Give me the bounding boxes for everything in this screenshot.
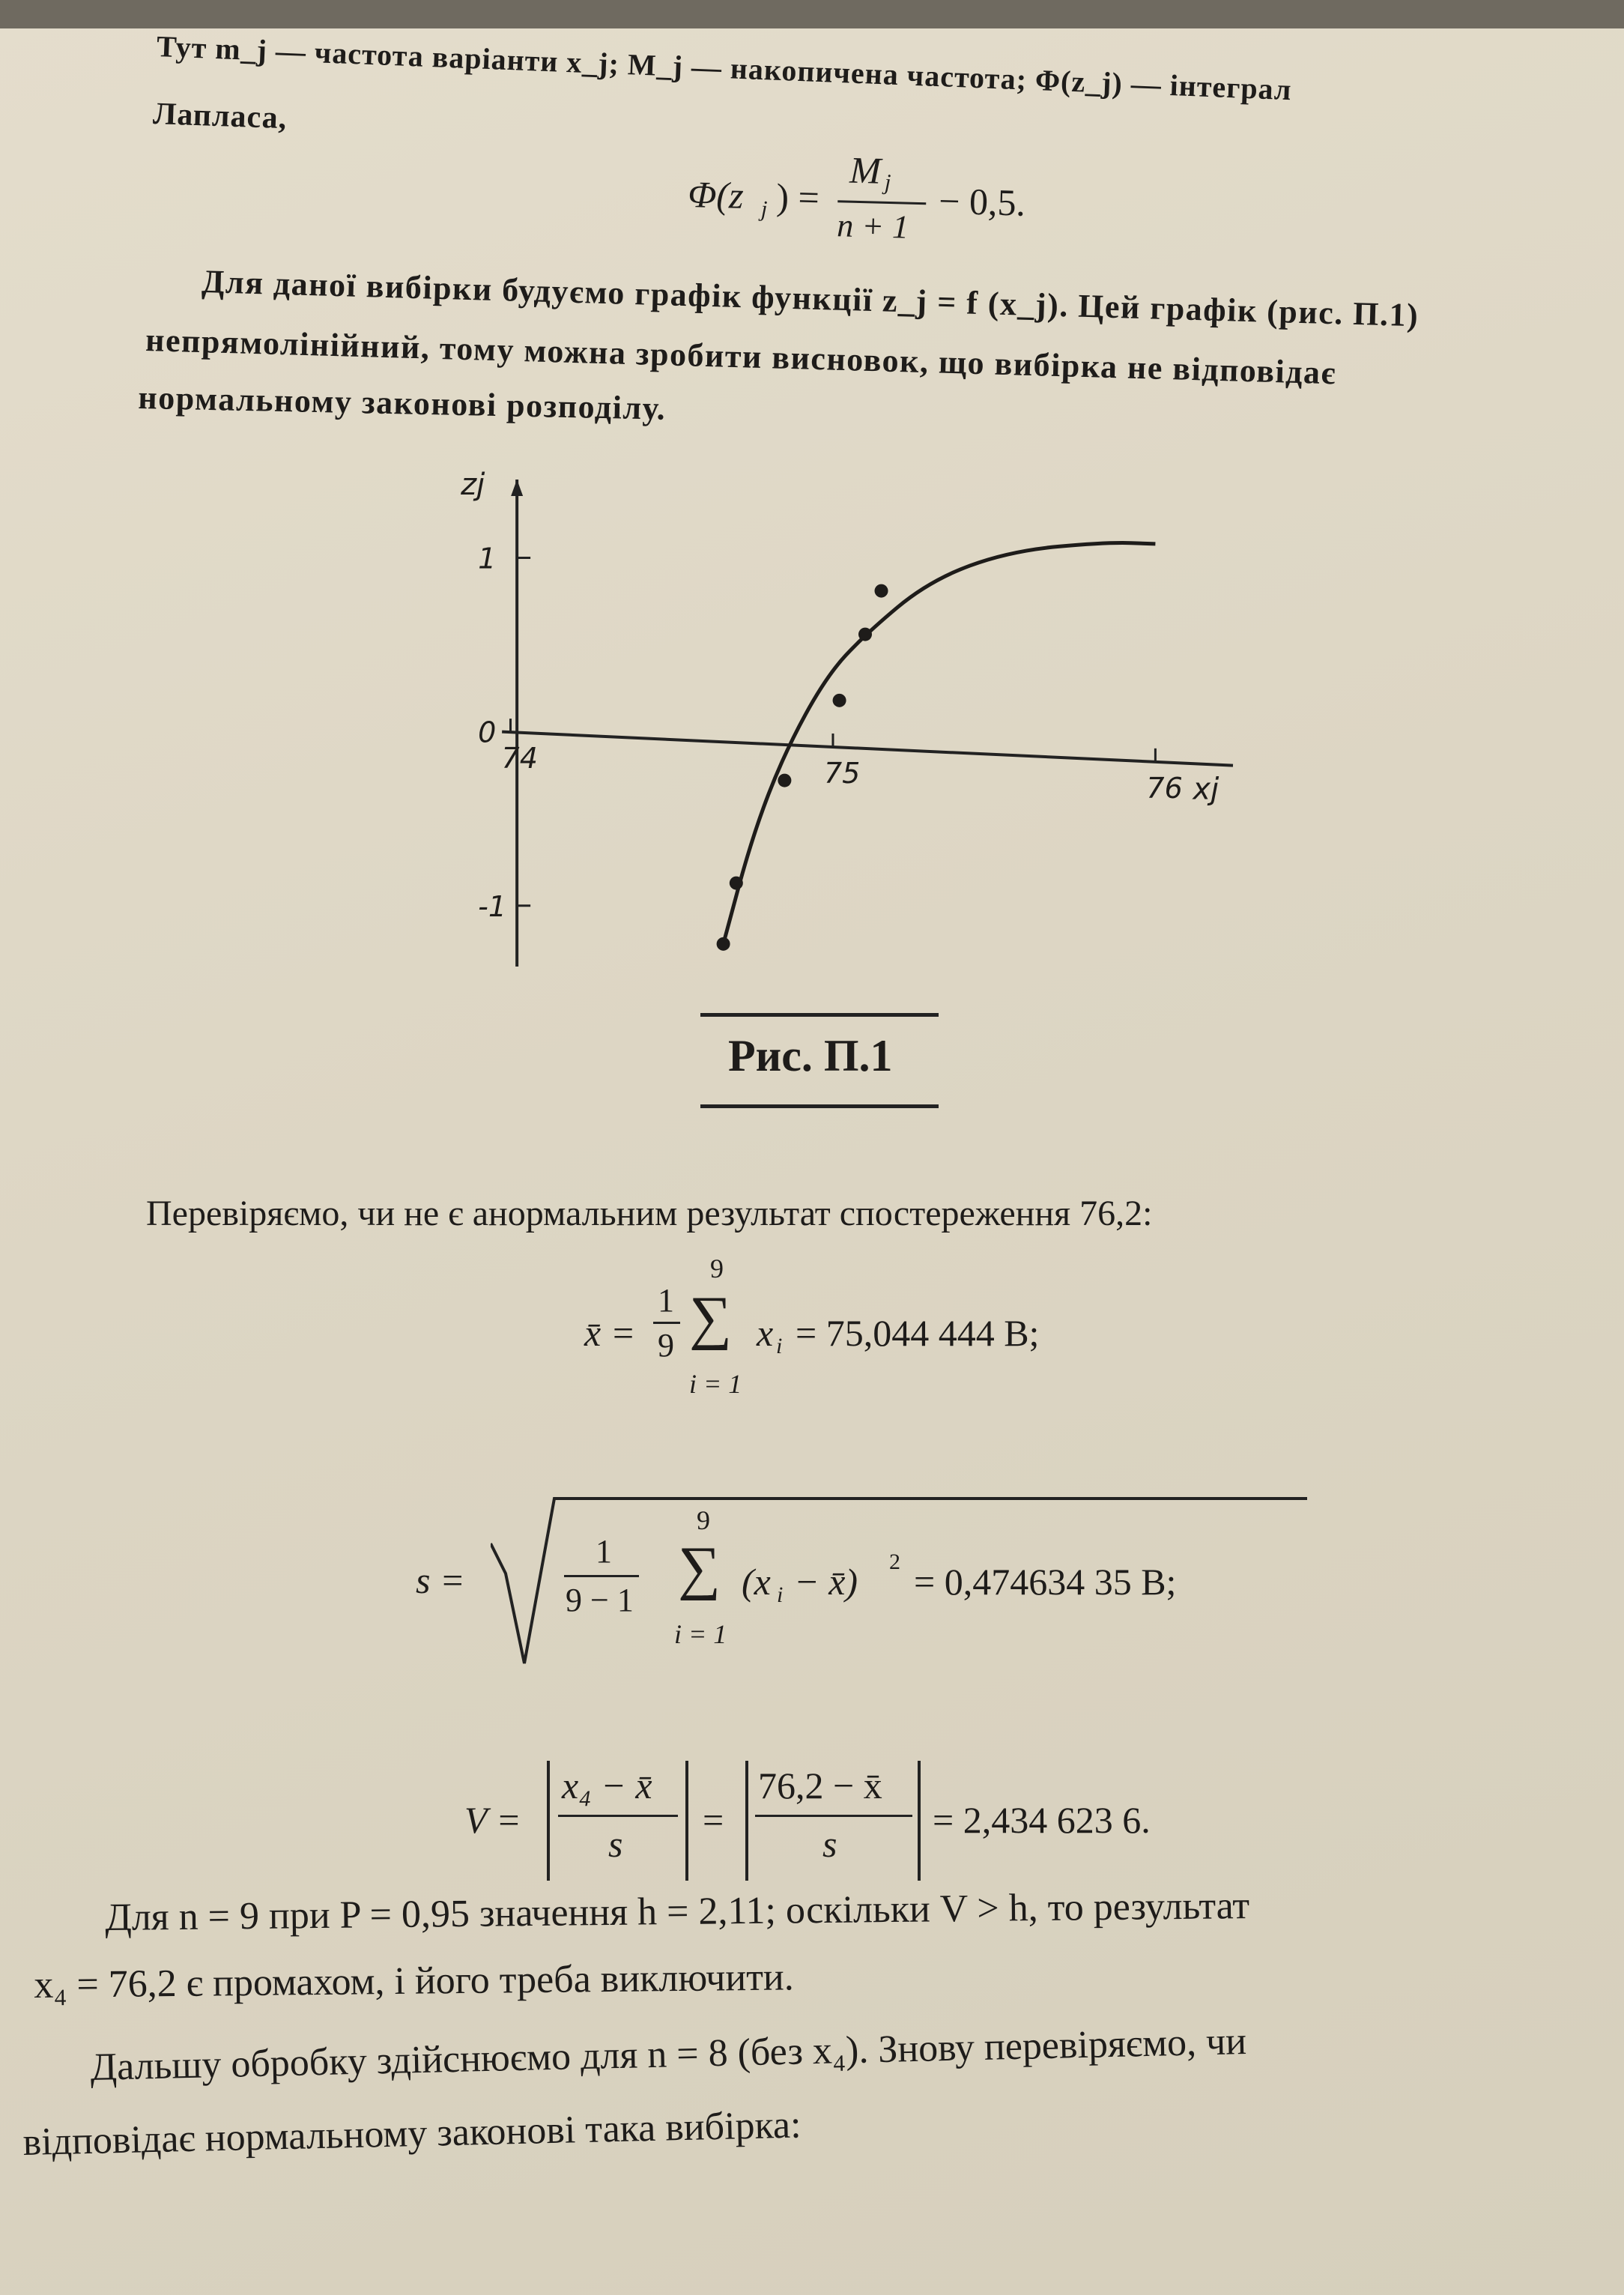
mean-fraction-bar	[653, 1322, 680, 1324]
mean-formula	[584, 1254, 1184, 1409]
para1-line-2: непрямолінійний, тому можна зробити висновок, що вибірка не відповідає	[145, 321, 1337, 392]
v-den1: s	[608, 1823, 623, 1865]
phi-num-sub: j	[884, 169, 891, 196]
phi-den: n + 1	[836, 207, 909, 246]
mean-term-sub: i	[776, 1334, 783, 1358]
caption-rule-top	[700, 1013, 939, 1017]
phi-lhs: Φ(z	[687, 172, 745, 217]
s-term: (x	[742, 1561, 771, 1603]
figure-caption: Рис. П.1	[728, 1031, 893, 1080]
s-sum-lower: i = 1	[674, 1619, 727, 1649]
page-top-edge	[0, 0, 1624, 28]
abs-bar-1	[547, 1761, 550, 1881]
para3-line-1: Дальшу обробку здійснюємо для n = 8 (без x₄). Знову перевіряємо, чи	[90, 2019, 1247, 2089]
v-lhs: V =	[464, 1799, 521, 1841]
y-axis-label: zj	[461, 468, 485, 502]
para2-line-1: Для n = 9 при P = 0,95 значення h = 2,11; оскільки V > h, то результат	[105, 1884, 1250, 1939]
check-text: Перевіряємо, чи не є анормальним результат спостереження 76,2:	[146, 1194, 1153, 1233]
abs-bar-3	[745, 1761, 748, 1881]
mean-term: x	[757, 1312, 774, 1354]
mean-sum-upper: 9	[710, 1254, 724, 1283]
s-lhs: s =	[416, 1559, 465, 1601]
intro-line-2: Лапласа,	[152, 96, 288, 136]
v-fraction-bar-2	[755, 1815, 912, 1817]
phi-tail: − 0,5.	[938, 179, 1026, 224]
s-frac-den: 9 − 1	[566, 1582, 634, 1618]
fitted-curve	[724, 543, 1156, 944]
intro-line-1: Тут m_j — частота варіанти x_j; M_j — накопичена частота; Φ(z_j) — інтеграл	[156, 28, 1293, 107]
data-point	[833, 694, 846, 707]
data-point	[875, 584, 888, 598]
data-point	[717, 937, 730, 951]
phi-num: M	[849, 148, 882, 192]
s-sum-upper: 9	[697, 1505, 710, 1535]
x-tick-label: 75	[823, 756, 861, 790]
data-point	[730, 877, 743, 890]
s-fraction-bar	[564, 1575, 639, 1577]
y-tick-label: 0	[478, 716, 497, 749]
v-num2: 76,2 − x̄	[758, 1765, 882, 1806]
para3-line-2: відповідає нормальному законові така вибірка:	[22, 2103, 802, 2164]
phi-fraction-bar	[837, 200, 926, 205]
mean-sum-lower: i = 1	[689, 1369, 742, 1399]
mean-rhs: = 75,044 444 В;	[796, 1312, 1040, 1354]
s-rhs: = 0,474634 35 В;	[914, 1561, 1177, 1603]
s-term-rest: − x̄)	[794, 1561, 858, 1603]
abs-bar-4	[918, 1761, 921, 1881]
y-tick-label: 1	[478, 542, 497, 575]
mean-lhs: x̄ =	[584, 1312, 636, 1354]
v-fraction-bar-1	[558, 1815, 678, 1817]
para1-line-3: нормальному законові розподілу.	[137, 378, 667, 427]
v-rhs: = 2,434 623 6.	[933, 1799, 1151, 1841]
x-tick-label: 74	[501, 742, 538, 775]
para2-line-2: x₄ = 76,2 є промахом, і його треба виключити.	[34, 1956, 795, 2007]
abs-bar-2	[685, 1761, 688, 1881]
phi-sub: j	[760, 196, 768, 222]
s-frac-num: 1	[596, 1533, 612, 1570]
v-eq: =	[703, 1799, 724, 1841]
mean-frac-num: 1	[658, 1282, 674, 1319]
x-tick-label: 76	[1146, 771, 1183, 805]
v-den2: s	[822, 1823, 837, 1865]
phi-close: ) =	[775, 175, 820, 219]
mean-frac-den: 9	[658, 1327, 674, 1364]
x-axis	[502, 732, 1233, 766]
s-term-sup: 2	[889, 1549, 900, 1574]
y-tick-label: -1	[478, 889, 507, 923]
data-point	[858, 628, 872, 641]
v-num1: x₄ − x̄	[562, 1765, 652, 1806]
caption-rule-bottom	[700, 1104, 939, 1108]
zj-vs-xj-chart	[419, 450, 1258, 974]
y-axis-arrow	[511, 480, 523, 496]
data-point	[778, 774, 791, 787]
sum-symbol-2: ∑	[678, 1535, 721, 1601]
sum-symbol-1: ∑	[689, 1285, 733, 1351]
std-formula	[416, 1491, 1315, 1671]
s-term-sub: i	[777, 1582, 784, 1607]
v-formula	[464, 1753, 1288, 1888]
x-axis-label: xj	[1193, 772, 1219, 807]
para1-line-1: Для даної вибірки будуємо графік функції z_j = f (x_j). Цей графік (рис. П.1)	[201, 262, 1420, 334]
